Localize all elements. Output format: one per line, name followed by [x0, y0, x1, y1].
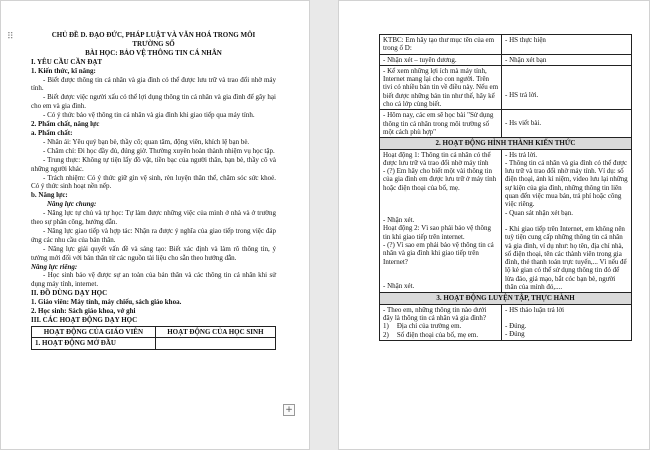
table-cell: KTBC: Em hãy tạo thư mục tên của em trong ổ D: [380, 35, 502, 55]
plus-icon[interactable]: + [283, 404, 295, 416]
left-page-content [31, 31, 276, 350]
table-cell: - Kể xem những lợi ích mà máy tính, Internet mang lại cho con người. Trên tivi có nhiều bản tin về điều này. Nếu em biết được những bản tin như thế, hãy kể cho cả lớp cùng biết. [380, 65, 502, 109]
table-cell [380, 149, 502, 293]
option-text: Số điện thoại của bố, mẹ em. [396, 330, 479, 339]
table-cell-empty [155, 338, 275, 349]
materials-teacher: 1. Giáo viên: Máy tính, máy chiếu, sách giáo khoa. [31, 298, 182, 307]
competence-item-3: - Năng lực giải quyết vấn đề và sáng tạo: Biết xác định và làm rõ thông tin, ý tưởng mới đối với bản thân từ các nguồn tài liệu cho sẵn theo hướng dẫn. [31, 244, 276, 262]
table-row [380, 304, 632, 340]
column-header-teacher: HOẠT ĐỘNG CỦA GIÁO VIÊN [32, 326, 156, 337]
competence-item-1: - Năng lực tự chủ và tự học: Tự làm được những việc của mình ở nhà và ở trường theo sự phân công, hướng dẫn. [31, 209, 276, 227]
materials-student: 2. Học sinh: Sách giáo khoa, vở ghi [31, 307, 136, 316]
table-cell [502, 110, 632, 138]
table-cell: - Nhận xét bạn [502, 54, 632, 65]
option-number: 1) [383, 322, 389, 331]
section-heading-practice: 3. HOẠT ĐỘNG LUYỆN TẬP, THỰC HÀNH [380, 293, 632, 304]
table-cell [502, 65, 632, 109]
heading-requirements: I. YÊU CẦU CẦN ĐẠT [31, 57, 103, 66]
heading-activities: III. CÁC HOẠT ĐỘNG DẠY HỌC [31, 316, 138, 324]
heading-general-competence: Năng lực chung: [47, 200, 97, 209]
drag-handle-icon[interactable]: ⠿ [7, 32, 14, 42]
activity-1-question: - (?) Em hãy cho biết một vài thông tin của gia đình em được lưu trữ ở máy tính hoặc điện thoại của bố, mẹ. [383, 167, 497, 192]
activity-2-question: - (?) Vì sao em phải bảo vệ thông tin cá nhân và gia đình khi giao tiếp trên Internet? [383, 240, 494, 266]
student-answer: - Quan sát nhận xét bạn. [505, 208, 574, 217]
quality-item-1: - Nhân ái: Yêu quý bạn bè, thầy cô; quan tâm, động viên, khích lệ bạn bè. [43, 137, 250, 146]
heading-materials: II. ĐỒ DÙNG DẠY HỌC [31, 289, 108, 298]
table-row [380, 65, 632, 109]
student-answer: - Đúng. [505, 321, 527, 330]
activity-2-remark: - Nhận xét. [383, 281, 415, 290]
student-answer: - Hs trả lời. [505, 150, 538, 159]
column-header-student: HOẠT ĐỘNG CỦA HỌC SINH [155, 326, 275, 337]
table-row [32, 338, 276, 349]
competence-item-2: - Năng lực giao tiếp và hợp tác: Nhận ra được ý nghĩa của giao tiếp trong việc đáp ứng các nhu cầu của bản thân. [31, 226, 276, 244]
knowledge-item-2: - Biết được việc người xấu có thể lợi dụng thông tin cá nhân và gia đình để gây hại cho em và gia đình. [31, 93, 276, 111]
answer-text: - HS trả lời. [505, 90, 539, 99]
left-document-page [0, 0, 310, 450]
answer-text: - Hs viết bài. [505, 119, 542, 128]
option-number: 2) [383, 330, 389, 339]
quality-item-3: - Trung thực: Không tự tiện lấy đồ vật, tiền bạc của người thân, bạn bè, thầy cô và những người khác. [31, 155, 276, 173]
quality-item-2: - Chăm chỉ: Đi học đầy đủ, đúng giờ. Thường xuyên hoàn thành nhiệm vụ học tập. [43, 146, 275, 155]
heading-competence: b. Năng lực: [31, 191, 68, 200]
table-row [380, 35, 632, 55]
table-cell: - Nhận xét – tuyên dương. [380, 54, 502, 65]
student-answer: - Thông tin cá nhân và gia đình có thể được lưu trữ và trao đổi nhờ máy tính. Ví dụ: số điện thoại, ảnh kỉ niệm, video lưu lại những sự kiện của gia đình, những thông tin liên quan đến việc mua bán, trả phí hoặc công việc riêng. [505, 158, 628, 209]
option-item [383, 331, 498, 339]
knowledge-item-1: - Biết được thông tin cá nhân và gia đình có thể được lưu trữ và trao đổi nhờ máy tính. [31, 75, 276, 93]
heading-knowledge: 1. Kiến thức, kĩ năng: [31, 66, 96, 75]
option-item [383, 322, 498, 330]
topic-title: CHỦ ĐỀ D. ĐẠO ĐỨC, PHÁP LUẬT VÀ VĂN HOÁ TRONG MÔI [51, 31, 256, 39]
table-cell: - Hôm nay, các em sẽ học bài "Sử dụng thông tin cá nhân trong môi trường số một cách phù hợp" [380, 110, 502, 138]
section-heading-knowledge: 2. HOẠT ĐỘNG HÌNH THÀNH KIẾN THỨC [380, 138, 632, 149]
lesson-title: BÀI HỌC: BẢO VỆ THÔNG TIN CÁ NHÂN [85, 48, 222, 57]
quality-item-4: - Trách nhiệm: Có ý thức giữ gìn vệ sinh, rèn luyện thân thể, chăm sóc sức khoẻ. Có ý thức sinh hoạt nền nếp. [31, 173, 276, 191]
right-document-page [338, 0, 650, 450]
table-row [380, 149, 632, 293]
section-row [380, 138, 632, 149]
student-answer: - HS thảo luận trả lời [505, 305, 565, 314]
table-header-row [32, 326, 276, 337]
activity-1-remark: - Nhận xét. [383, 216, 415, 225]
table-cell [380, 304, 502, 340]
activity-1-title: Hoạt động 1: Thông tin cá nhân có thể được lưu trữ và trao đổi nhờ máy tính [383, 150, 491, 167]
student-answer: - Đúng [505, 330, 525, 339]
activities-table-continued [379, 34, 632, 341]
student-answer: - Khi giao tiếp trên Internet, em không nên tuỳ tiện cung cấp những thông tin cá nhân và gia đình, ví dụ như: họ tên, địa chỉ nhà, số điện thoại, tên các thành viên trong gia đình, thẻ thanh toán trực tuyến,... Vì nếu để lộ kẻ gian có thể sử dụng thông tin đó để lừa đảo, giả mạo, bắt cóc bạn bè, người thân của mình đó,.... [505, 224, 627, 292]
row-opening-activity: 1. HOẠT ĐỘNG MỞ ĐẦU [32, 338, 156, 349]
table-cell: - HS thực hiện [502, 35, 632, 55]
option-text: Địa chỉ của trường em. [396, 322, 462, 331]
topic-title-cont: TRƯỜNG SỐ [132, 39, 175, 48]
heading-specific-competence: Năng lực riêng: [31, 262, 78, 271]
table-cell [502, 149, 632, 293]
table-row [380, 110, 632, 138]
activity-2-title: Hoạt động 2: Vì sao phải bảo vệ thông tin khi giao tiếp trên internet. [383, 224, 491, 241]
heading-qualities-competence: 2. Phẩm chất, năng lực [31, 120, 100, 129]
practice-question: - Theo em, những thông tin nào dưới đây là thông tin cá nhân và gia đình? [383, 305, 487, 322]
table-row [380, 54, 632, 65]
specific-competence-item: - Học sinh bảo vệ được sự an toàn của bản thân và các thông tin cá nhân khi sử dụng máy tính, internet. [31, 271, 276, 289]
knowledge-item-3: - Có ý thức bảo vệ thông tin cá nhân và gia đình khi giao tiếp qua máy tính. [43, 111, 255, 120]
activities-table [31, 326, 276, 350]
section-row [380, 293, 632, 304]
table-cell [502, 304, 632, 340]
heading-qualities: a. Phẩm chất: [31, 128, 73, 137]
